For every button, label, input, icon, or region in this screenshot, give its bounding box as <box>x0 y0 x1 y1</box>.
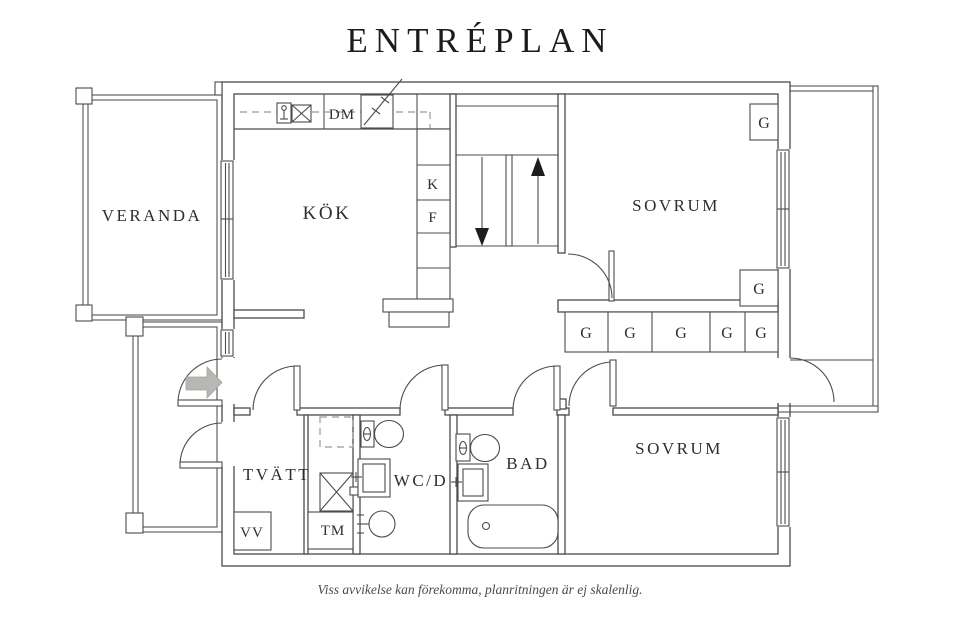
opening-entry-door <box>220 358 236 404</box>
basin-bowl <box>369 511 395 537</box>
door-bedroom-se <box>569 360 616 406</box>
door-arc <box>400 365 445 410</box>
wardrobe-row <box>565 312 778 352</box>
water-heater-label: VV <box>240 525 264 541</box>
wardrobe-label: G <box>580 325 592 342</box>
appliance-label-k: K <box>427 177 439 193</box>
page-title: ENTRÉPLAN <box>346 21 614 60</box>
window-west-kitchen <box>221 161 233 279</box>
washer-knob <box>350 487 358 495</box>
door-leaf <box>294 366 300 410</box>
window-frame <box>221 330 233 356</box>
kitchen-sink <box>277 103 311 123</box>
room-label-sovrum-ne: SOVRUM <box>632 196 720 215</box>
staircase <box>456 106 558 246</box>
washer-label: TM <box>320 523 346 539</box>
wardrobe-ne-bottom <box>740 270 778 306</box>
room-label-bad: BAD <box>506 454 550 473</box>
wardrobe-label: G <box>624 325 636 342</box>
balcony-wall-east <box>873 86 878 412</box>
wall-stair-west <box>450 94 456 247</box>
wall-jog <box>215 82 222 95</box>
kitchen-island <box>383 299 453 327</box>
door-arc <box>568 254 612 298</box>
toilet <box>456 434 500 462</box>
wardrobe-label: G <box>721 325 733 342</box>
toilet-bowl <box>375 421 404 448</box>
veranda-post <box>76 305 92 321</box>
appliance-label-dm: DM <box>328 107 356 123</box>
stair-divider <box>506 155 512 246</box>
porch-post <box>126 317 143 336</box>
wardrobe-label: G <box>758 115 770 132</box>
window-bedroom-ne <box>777 150 789 268</box>
opening-tvatt-door <box>220 422 236 466</box>
window-frame <box>221 161 233 279</box>
door-wcd <box>400 365 448 410</box>
veranda-post <box>76 88 92 104</box>
wall-tvatt-east <box>304 415 308 554</box>
window-porch <box>221 330 233 356</box>
room-label-sovrum-se: SOVRUM <box>635 439 723 458</box>
wall-hall-south <box>297 408 400 415</box>
washing-machine <box>308 473 358 549</box>
toilet-bowl <box>471 435 500 462</box>
door-arc <box>180 423 222 465</box>
door-arc <box>253 366 297 410</box>
porch-wall-inner <box>138 327 217 527</box>
toilet <box>361 421 404 448</box>
wardrobe-label: G <box>675 325 687 342</box>
room-label-wcd: WC/D <box>393 471 449 490</box>
door-tvatt-hall <box>253 366 300 410</box>
room-label-tvatt: TVÄTT <box>242 465 312 484</box>
wall-stair-east <box>558 94 565 253</box>
door-porch-tvatt <box>180 423 222 468</box>
water-heater <box>234 512 271 550</box>
wall-kitchen-south <box>234 310 304 318</box>
door-leaf <box>610 360 616 406</box>
stair-arrow-up-head <box>531 157 545 176</box>
appliance-label-f: F <box>428 210 438 226</box>
stove <box>361 79 402 128</box>
wall-hall-south <box>234 408 250 415</box>
window-bedroom-se <box>777 418 789 526</box>
wall-bad-sovrum <box>558 415 565 554</box>
disclaimer-text: Viss avvikelse kan förekomma, planritningen är ej skalenlig. <box>317 582 643 597</box>
door-leaf <box>178 400 222 406</box>
balcony-wall-south <box>778 406 878 412</box>
door-balcony <box>790 358 873 402</box>
bathtub <box>468 505 558 548</box>
porch-wall-outer <box>133 322 222 532</box>
wardrobe-outline <box>565 312 778 352</box>
stair-arrow-down-head <box>475 228 489 246</box>
door-leaf <box>442 365 448 410</box>
wardrobe-ne-top <box>750 104 778 140</box>
room-label-veranda: VERANDA <box>101 206 203 225</box>
door-leaf <box>554 366 560 410</box>
round-basin <box>357 511 395 537</box>
upper-cabinet-dashed-box <box>320 417 353 447</box>
wall-bedroom-se-north <box>613 408 778 415</box>
wardrobe-label: G <box>755 325 767 342</box>
porch-post <box>126 513 143 533</box>
door-arc <box>790 358 834 402</box>
room-label-kok: KÖK <box>302 203 352 224</box>
door-arc <box>513 366 557 410</box>
tub-outline <box>468 505 558 548</box>
door-bedroom-ne <box>568 254 612 298</box>
wall-hall-south <box>445 408 513 415</box>
door-arc <box>569 362 613 406</box>
door-bad <box>513 366 560 410</box>
balcony-wall-north <box>790 86 878 91</box>
island-counter <box>383 299 453 312</box>
door-leaf <box>180 462 222 468</box>
opening-balcony-door <box>776 358 792 403</box>
wardrobe-label: G <box>753 281 765 298</box>
island-counter <box>389 312 449 327</box>
